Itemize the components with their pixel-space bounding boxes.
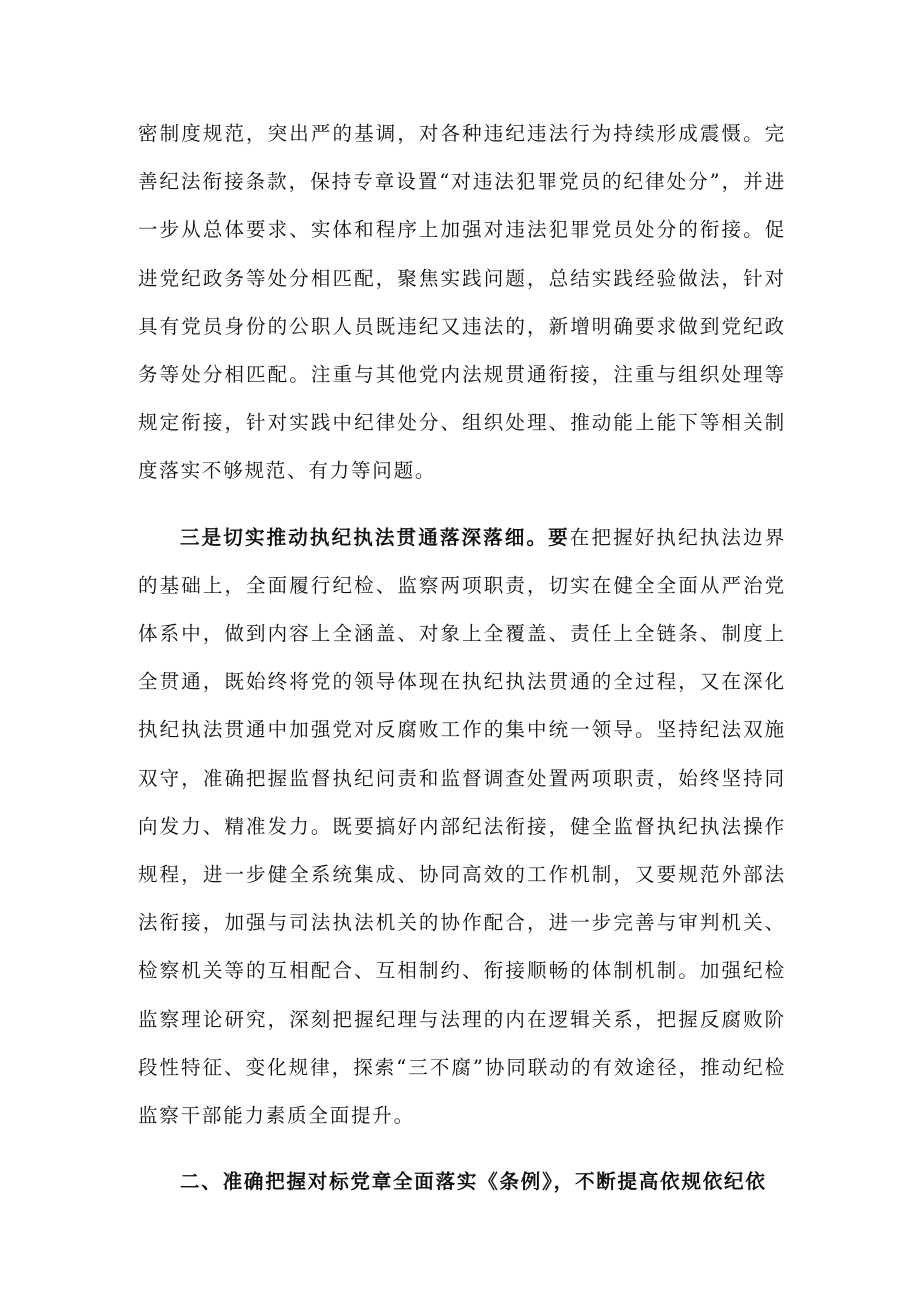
paragraph-continued: 密制度规范，突出严的基调，对各种违纪违法行为持续形成震慑。完善纪法衔接条款，保持专章设置“对违法犯罪党员的纪律处分”，并进一步从总体要求、实体和程序上加强对违法犯罪党员处分的衔接。促进党纪政务等处分相匹配，聚焦实践问题，总结实践经验做法，针对具有党员身份的公职人员既违纪又违法的，新增明确要求做到党纪政务等处分相匹配。注重与其他党内法规贯通衔接，注重与组织处理等规定衔接，针对实践中纪律处分、组织处理、推动能上能下等相关制度落实不够规范、有力等问题。 [138,122,786,483]
paragraph-body-text: 在把握好执纪执法边界的基础上，全面履行纪检、监察两项职责，切实在健全全面从严治党体系中，做到内容上全涵盖、对象上全覆盖、责任上全链条、制度上全贯通，既始终将党的领导体现在执纪执法贯通的全过程，又在深化执纪执法贯通中加强党对反腐败工作的集中统一领导。坚持纪法双施双守，准确把握监督执纪问责和监督调查处置两项职责，始终坚持同向发力、精准发力。既要搞好内部纪法衔接，健全监督执纪执法操作规程，进一步健全系统集成、协同高效的工作机制，又要规范外部法法衔接，加强与司法执法机关的协作配合，进一步完善与审判机关、检察机关等的互相配合、互相制约、衔接顺畅的体制机制。加强纪检监察理论研究，深刻把握纪理与法理的内在逻辑关系，把握反腐败阶段性特征、变化规律，探索“三不腐”协同联动的有效途径，推动纪检监察干部能力素质全面提升。 [138,525,786,1128]
paragraph-lead-text: 三是切实推动执纪执法贯通落深落细。要 [180,525,570,549]
document-body [138,110,786,1206]
paragraph-three [138,514,786,1141]
section-heading: 二、准确把握对标党章全面落实《条例》，不断提高依规依纪依 [180,1170,767,1194]
